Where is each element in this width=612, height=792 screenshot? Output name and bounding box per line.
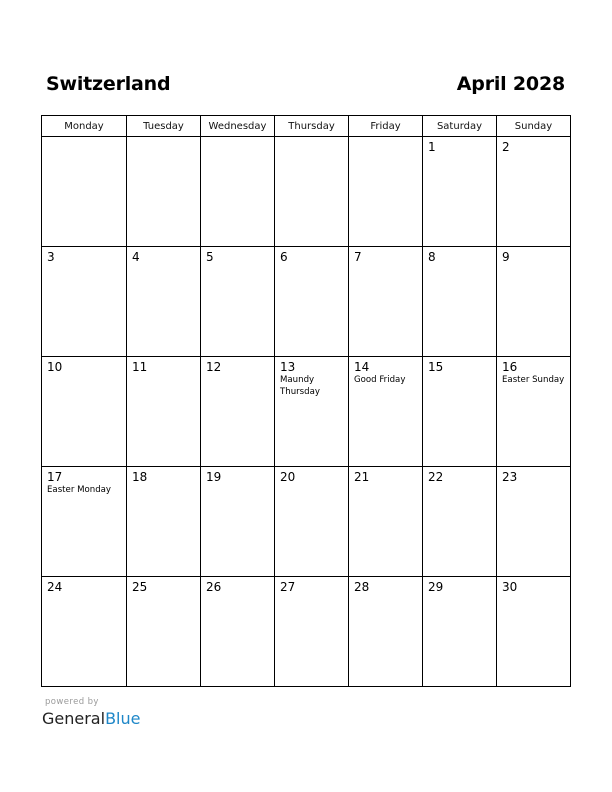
day-cell (349, 467, 423, 577)
day-cell (349, 577, 423, 687)
day-number: 24 (47, 580, 63, 594)
day-number: 2 (502, 140, 510, 154)
day-number: 19 (206, 470, 222, 484)
day-cell (201, 137, 275, 247)
weekday-header-row (42, 116, 571, 137)
day-number: 23 (502, 470, 518, 484)
calendar-grid (41, 115, 571, 687)
day-cell (497, 247, 571, 357)
day-cell (423, 467, 497, 577)
day-cell (349, 247, 423, 357)
day-cell (275, 357, 349, 467)
day-cell (275, 577, 349, 687)
day-cell (201, 357, 275, 467)
day-cell (42, 467, 127, 577)
day-cell (423, 577, 497, 687)
weekday-header: Saturday (423, 116, 497, 137)
brand-name-general: General (42, 709, 106, 728)
day-cell (349, 357, 423, 467)
day-cell (127, 577, 201, 687)
day-cell (423, 137, 497, 247)
weekday-header: Wednesday (201, 116, 275, 137)
day-cell (127, 467, 201, 577)
day-number: 11 (132, 360, 148, 374)
day-cell (423, 357, 497, 467)
holiday-label: Easter Sunday (502, 375, 565, 385)
day-number: 27 (280, 580, 296, 594)
brand-logo (42, 709, 140, 729)
day-number: 29 (428, 580, 444, 594)
day-number: 15 (428, 360, 444, 374)
month-year-title: April 2028 (456, 73, 565, 95)
week-row (42, 357, 571, 467)
weekday-header: Friday (349, 116, 423, 137)
day-number: 1 (428, 140, 436, 154)
powered-by-text: powered by (45, 697, 99, 707)
day-cell (42, 357, 127, 467)
day-cell (42, 247, 127, 357)
day-number: 3 (47, 250, 55, 264)
footer-branding (42, 697, 140, 729)
day-cell (127, 137, 201, 247)
day-cell (127, 357, 201, 467)
day-cell (497, 357, 571, 467)
day-cell (275, 247, 349, 357)
day-cell (497, 137, 571, 247)
day-number: 9 (502, 250, 510, 264)
day-cell (423, 247, 497, 357)
day-number: 6 (280, 250, 288, 264)
day-cell (201, 247, 275, 357)
day-number: 18 (132, 470, 148, 484)
holiday-label: Good Friday (354, 375, 406, 385)
day-cell (497, 467, 571, 577)
country-title: Switzerland (46, 73, 171, 95)
day-cell (201, 577, 275, 687)
day-number: 13 (280, 360, 296, 374)
day-number: 22 (428, 470, 444, 484)
weekday-header: Thursday (275, 116, 349, 137)
day-cell (127, 247, 201, 357)
weekday-header: Monday (42, 116, 127, 137)
holiday-label: Maundy Thursday (280, 375, 320, 397)
week-row (42, 137, 571, 247)
day-number: 25 (132, 580, 148, 594)
day-number: 12 (206, 360, 222, 374)
day-number: 21 (354, 470, 370, 484)
day-number (201, 137, 274, 140)
day-cell (497, 577, 571, 687)
day-number: 16 (502, 360, 518, 374)
brand-name-blue: Blue (105, 709, 141, 728)
day-number (42, 137, 126, 140)
day-number: 28 (354, 580, 370, 594)
day-number: 30 (502, 580, 518, 594)
week-row (42, 577, 571, 687)
day-number: 10 (47, 360, 63, 374)
day-cell (201, 467, 275, 577)
day-number: 26 (206, 580, 222, 594)
day-number: 7 (354, 250, 362, 264)
day-number (349, 137, 422, 140)
day-cell (42, 137, 127, 247)
day-number: 4 (132, 250, 140, 264)
holiday-label: Easter Monday (47, 485, 112, 495)
week-row (42, 247, 571, 357)
day-number (275, 137, 348, 140)
day-number: 5 (206, 250, 214, 264)
weekday-header: Sunday (497, 116, 571, 137)
weekday-header: Tuesday (127, 116, 201, 137)
day-number: 14 (354, 360, 370, 374)
day-number: 17 (47, 470, 63, 484)
day-number: 20 (280, 470, 296, 484)
day-cell (42, 577, 127, 687)
week-row (42, 467, 571, 577)
day-cell (275, 137, 349, 247)
day-cell (275, 467, 349, 577)
day-number (127, 137, 200, 140)
day-number: 8 (428, 250, 436, 264)
day-cell (349, 137, 423, 247)
